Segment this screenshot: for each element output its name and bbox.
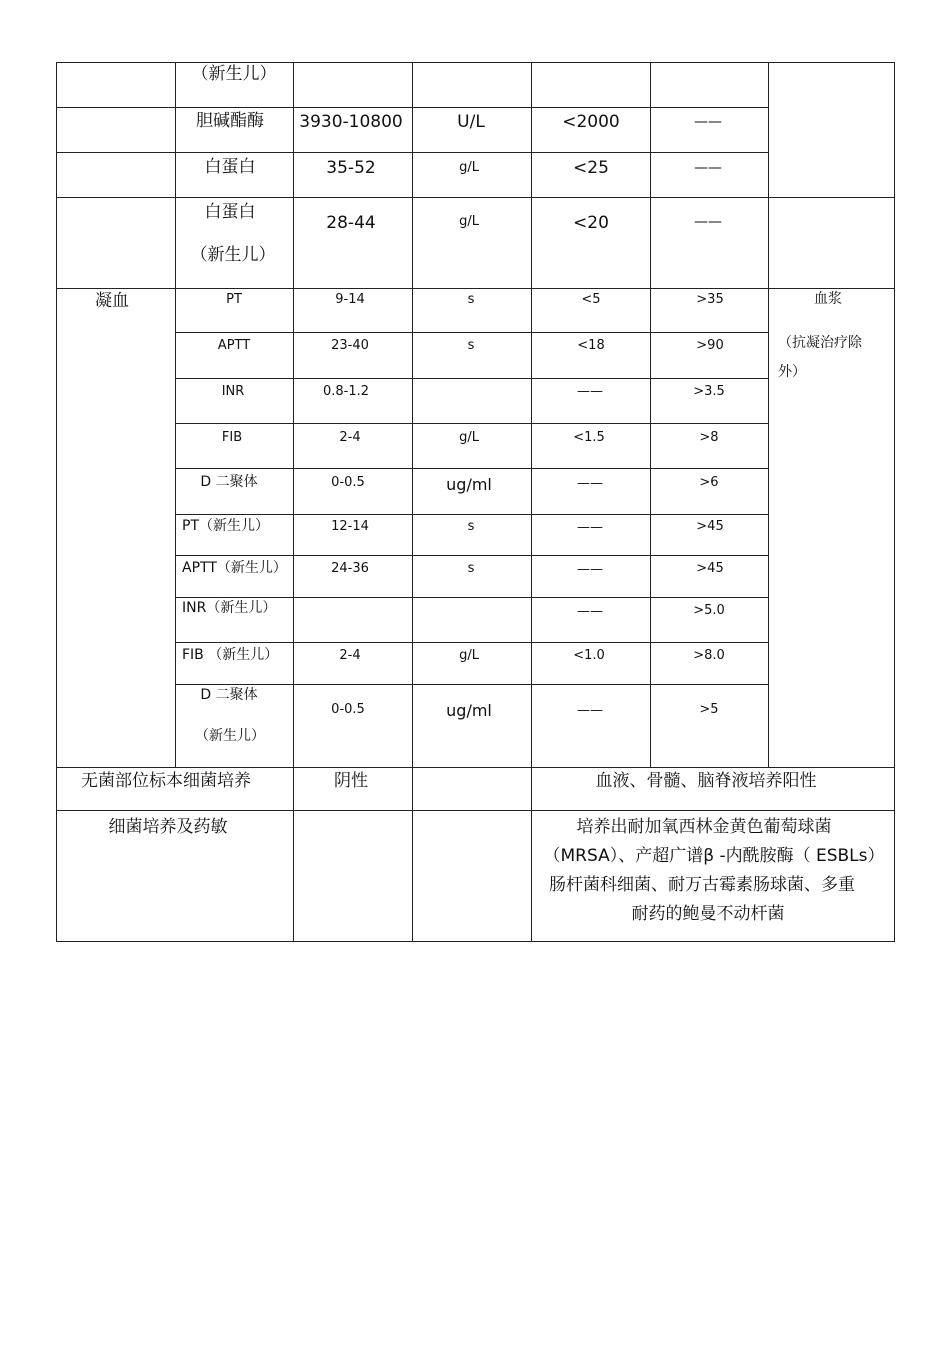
- critical-organisms-line3: 肠杆菌科细菌、耐万古霉素肠球菌、多重: [549, 875, 855, 895]
- item-cell: 胆碱酯酶: [196, 111, 264, 131]
- reference-range: 0-0.5: [331, 702, 365, 717]
- low-critical: <20: [573, 213, 609, 233]
- reference-range: 0-0.5: [331, 475, 365, 490]
- reference-range: 35-52: [326, 158, 376, 178]
- reference-range: 12-14: [331, 519, 369, 534]
- item-cell: 白蛋白: [204, 202, 256, 222]
- high-critical: >6: [699, 475, 719, 490]
- low-critical: ——: [577, 703, 603, 718]
- high-critical: ——: [694, 160, 722, 176]
- low-critical: <5: [581, 292, 601, 307]
- high-critical: >5: [699, 702, 719, 717]
- high-critical: ——: [694, 114, 722, 130]
- unit: g/L: [459, 214, 479, 229]
- unit: s: [467, 338, 475, 353]
- high-critical: >35: [696, 292, 724, 307]
- low-critical: <25: [573, 158, 609, 178]
- reference-range: 23-40: [331, 338, 369, 353]
- unit: ug/ml: [446, 475, 492, 494]
- unit: U/L: [457, 112, 485, 132]
- category-coagulation: 凝血: [95, 291, 129, 311]
- high-critical: >5.0: [693, 603, 725, 618]
- item-cell: PT: [226, 292, 242, 307]
- unit: g/L: [459, 430, 479, 445]
- high-critical: >45: [696, 519, 724, 534]
- reference-range: 0.8-1.2: [322, 384, 370, 399]
- reference-range: 24-36: [331, 561, 369, 576]
- specimen-note-cont: 外）: [778, 364, 806, 380]
- low-critical: ——: [577, 520, 603, 535]
- reference-range: 2-4: [339, 430, 361, 445]
- item-cell: INR（新生儿）: [182, 600, 277, 616]
- critical-organisms-line2: （MRSA）、产超广谱β -内酰胺酶（ ESBLs）: [543, 846, 885, 866]
- item-cell: FIB: [221, 430, 243, 445]
- reference-range: 9-14: [335, 292, 365, 307]
- item-sterile-culture: 无菌部位标本细菌培养: [81, 771, 251, 791]
- unit: s: [467, 561, 475, 576]
- item-cell: FIB （新生儿）: [182, 647, 279, 663]
- item-cell-line2: （新生儿）: [195, 728, 265, 744]
- reference-range: 2-4: [339, 648, 361, 663]
- unit: s: [467, 292, 475, 307]
- high-critical: >45: [696, 561, 724, 576]
- unit: ug/ml: [446, 701, 492, 720]
- high-critical: >8: [699, 430, 719, 445]
- high-critical: >3.5: [693, 384, 725, 399]
- critical-organisms-line4: 耐药的鲍曼不动杆菌: [631, 904, 785, 924]
- low-critical: <1.5: [573, 430, 605, 445]
- item-cell: APTT: [217, 338, 251, 353]
- unit: s: [467, 519, 475, 534]
- specimen-note: （抗凝治疗除: [778, 335, 862, 351]
- item-cell: D 二聚体: [200, 687, 258, 703]
- low-critical: <1.0: [573, 648, 605, 663]
- low-critical: ——: [577, 384, 603, 399]
- item-cell-line2: （新生儿）: [190, 245, 276, 265]
- unit: g/L: [459, 160, 479, 175]
- low-critical: <2000: [562, 112, 620, 132]
- reference-range: 3930-10800: [299, 112, 403, 132]
- low-critical: ——: [577, 604, 603, 619]
- item-cell: （新生儿）: [191, 64, 277, 84]
- low-critical: <18: [577, 338, 605, 353]
- unit: g/L: [459, 648, 479, 663]
- reference-range: 28-44: [326, 213, 376, 233]
- item-cell: PT（新生儿）: [182, 518, 269, 534]
- high-critical: ——: [694, 214, 722, 230]
- item-cell: D 二聚体: [200, 474, 258, 490]
- item-cell: APTT（新生儿）: [182, 560, 287, 576]
- reference-negative: 阴性: [334, 771, 368, 791]
- low-critical: ——: [577, 562, 603, 577]
- high-critical: >90: [696, 338, 724, 353]
- item-cell: 白蛋白: [204, 157, 256, 177]
- low-critical: ——: [577, 476, 603, 491]
- high-critical: >8.0: [693, 648, 725, 663]
- item-cell: INR: [221, 384, 245, 399]
- item-culture-sensitivity: 细菌培养及药敏: [108, 817, 228, 837]
- critical-culture-positive: 血液、骨髓、脑脊液培养阳性: [595, 771, 817, 791]
- specimen-plasma: 血浆: [814, 291, 842, 307]
- critical-organisms-line1: 培养出耐加氧西林金黄色葡萄球菌: [576, 817, 832, 837]
